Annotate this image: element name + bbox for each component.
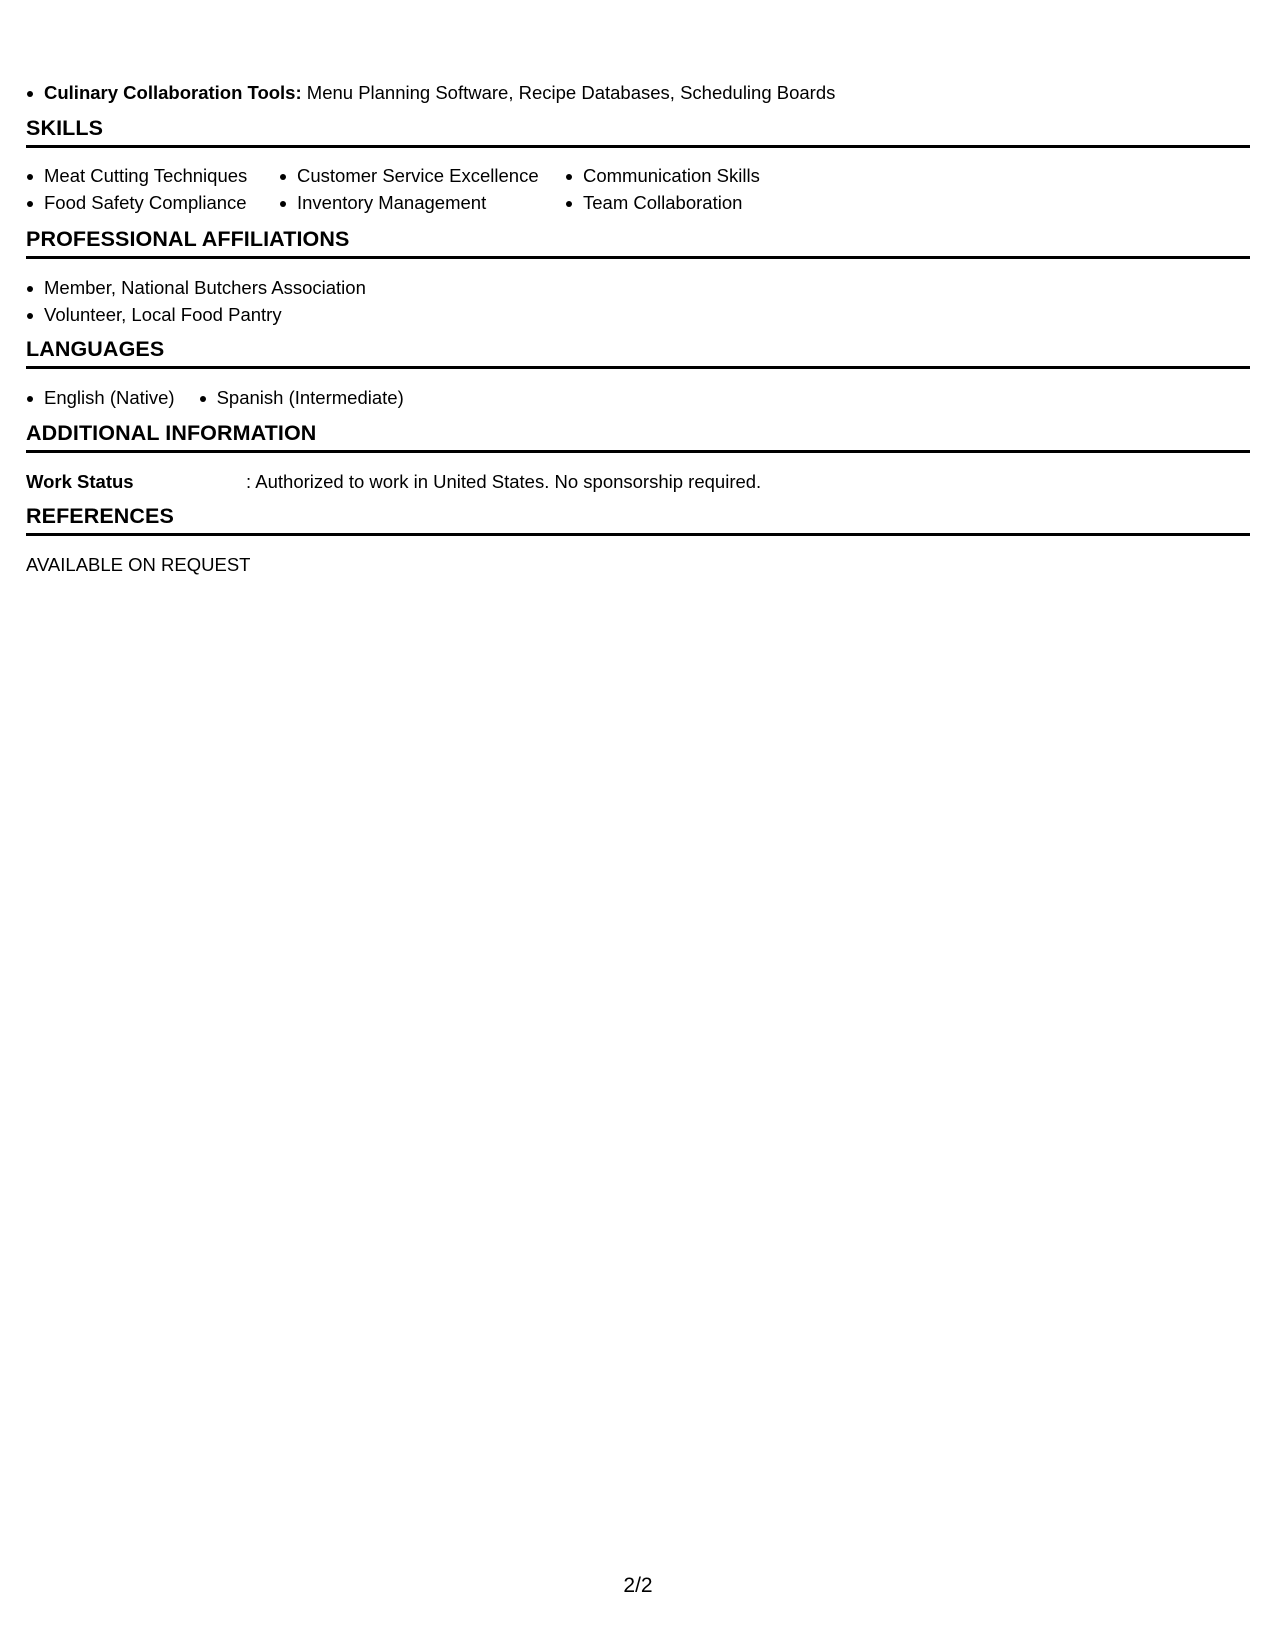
references-text: AVAILABLE ON REQUEST (26, 554, 251, 575)
skill-item: Food Safety Compliance (26, 189, 279, 216)
section-title-skills: SKILLS (26, 114, 1250, 148)
work-status-value: : Authorized to work in United States. No sponsorship required. (246, 471, 762, 492)
skills-grid (26, 162, 825, 216)
skill-item: Customer Service Excellence (279, 162, 565, 189)
language-item: Spanish (Intermediate) (199, 384, 404, 411)
skills-column (565, 162, 825, 216)
work-status-label: Work Status (26, 471, 134, 492)
tools-list (26, 79, 835, 106)
section-title-languages: LANGUAGES (26, 335, 1250, 369)
tools-label: Culinary Collaboration Tools: (44, 82, 302, 103)
skill-item: Communication Skills (565, 162, 825, 189)
page-number: 2/2 (623, 1574, 653, 1597)
work-status-row (26, 468, 761, 495)
skill-item: Meat Cutting Techniques (26, 162, 279, 189)
section-title-additional-information: ADDITIONAL INFORMATION (26, 419, 1250, 453)
tools-text: Menu Planning Software, Recipe Databases, Scheduling Boards (301, 82, 836, 103)
affiliation-item: Volunteer, Local Food Pantry (26, 301, 366, 328)
languages-list (26, 384, 404, 411)
language-item: English (Native) (26, 384, 175, 411)
section-title-affiliations: PROFESSIONAL AFFILIATIONS (26, 225, 1250, 259)
skills-column (26, 162, 279, 216)
resume-page (26, 0, 1250, 1650)
skill-item: Inventory Management (279, 189, 565, 216)
skills-column (279, 162, 565, 216)
affiliations-list (26, 274, 366, 328)
skill-item: Team Collaboration (565, 189, 825, 216)
section-title-references: REFERENCES (26, 502, 1250, 536)
affiliation-item: Member, National Butchers Association (26, 274, 366, 301)
list-item (26, 79, 835, 106)
